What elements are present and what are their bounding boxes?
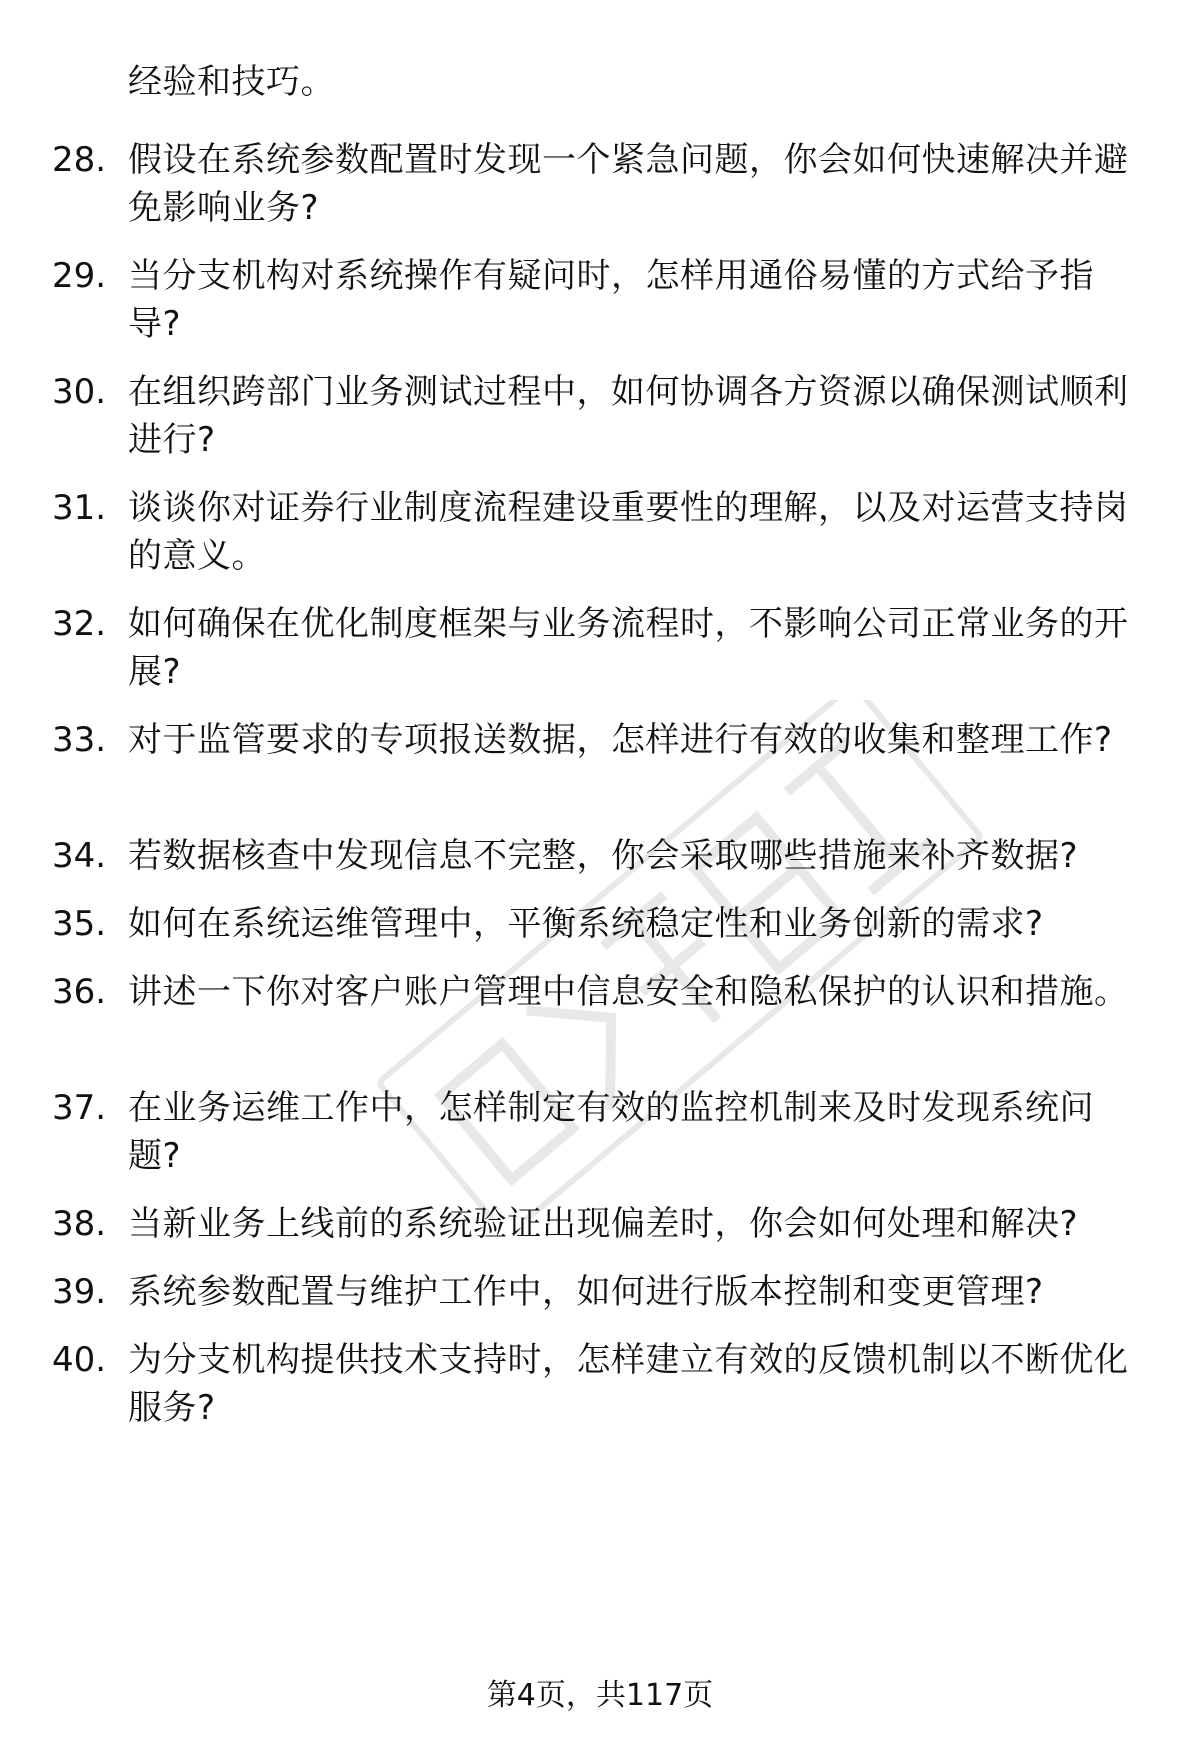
item-number: 33. xyxy=(52,720,107,760)
item-text: 谈谈你对证券行业制度流程建设重要性的理解，以及对运营支持岗的意义。 xyxy=(128,488,1129,576)
item-text: 如何确保在优化制度框架与业务流程时，不影响公司正常业务的开展? xyxy=(128,604,1129,692)
item-number: 29. xyxy=(52,256,107,296)
item-number: 34. xyxy=(52,836,107,876)
item-number: 36. xyxy=(52,972,107,1012)
item-text: 当新业务上线前的系统验证出现偏差时，你会如何处理和解决? xyxy=(128,1204,1079,1244)
item-number: 31. xyxy=(52,488,107,528)
item-text: 若数据核查中发现信息不完整，你会采取哪些措施来补齐数据? xyxy=(128,836,1079,876)
item-text: 对于监管要求的专项报送数据，怎样进行有效的收集和整理工作? xyxy=(128,720,1113,760)
item-number: 30. xyxy=(52,372,107,412)
item-number: 37. xyxy=(52,1088,107,1128)
item-text: 在业务运维工作中，怎样制定有效的监控机制来及时发现系统问题? xyxy=(128,1088,1094,1176)
item-number: 40. xyxy=(52,1340,107,1380)
item-text: 在组织跨部门业务测试过程中，如何协调各方资源以确保测试顺利进行? xyxy=(128,372,1129,460)
item-number: 32. xyxy=(52,604,107,644)
item-text: 系统参数配置与维护工作中，如何进行版本控制和变更管理? xyxy=(128,1272,1044,1312)
item-text: 当分支机构对系统操作有疑问时，怎样用通俗易懂的方式给予指导? xyxy=(128,256,1094,344)
item-number: 35. xyxy=(52,904,107,944)
continuation-text: 经验和技巧。 xyxy=(128,62,335,102)
item-number: 39. xyxy=(52,1272,107,1312)
item-text: 讲述一下你对客户账户管理中信息安全和隐私保护的认识和措施。 xyxy=(128,972,1129,1012)
item-text: 假设在系统参数配置时发现一个紧急问题，你会如何快速解决并避免影响业务? xyxy=(128,140,1129,228)
item-text: 如何在系统运维管理中，平衡系统稳定性和业务创新的需求? xyxy=(128,904,1044,944)
item-number: 28. xyxy=(52,140,107,180)
item-text: 为分支机构提供技术支持时，怎样建立有效的反馈机制以不断优化服务? xyxy=(128,1340,1129,1428)
item-number: 38. xyxy=(52,1204,107,1244)
page-number-footer: 第4页，共117页 xyxy=(486,1678,714,1713)
